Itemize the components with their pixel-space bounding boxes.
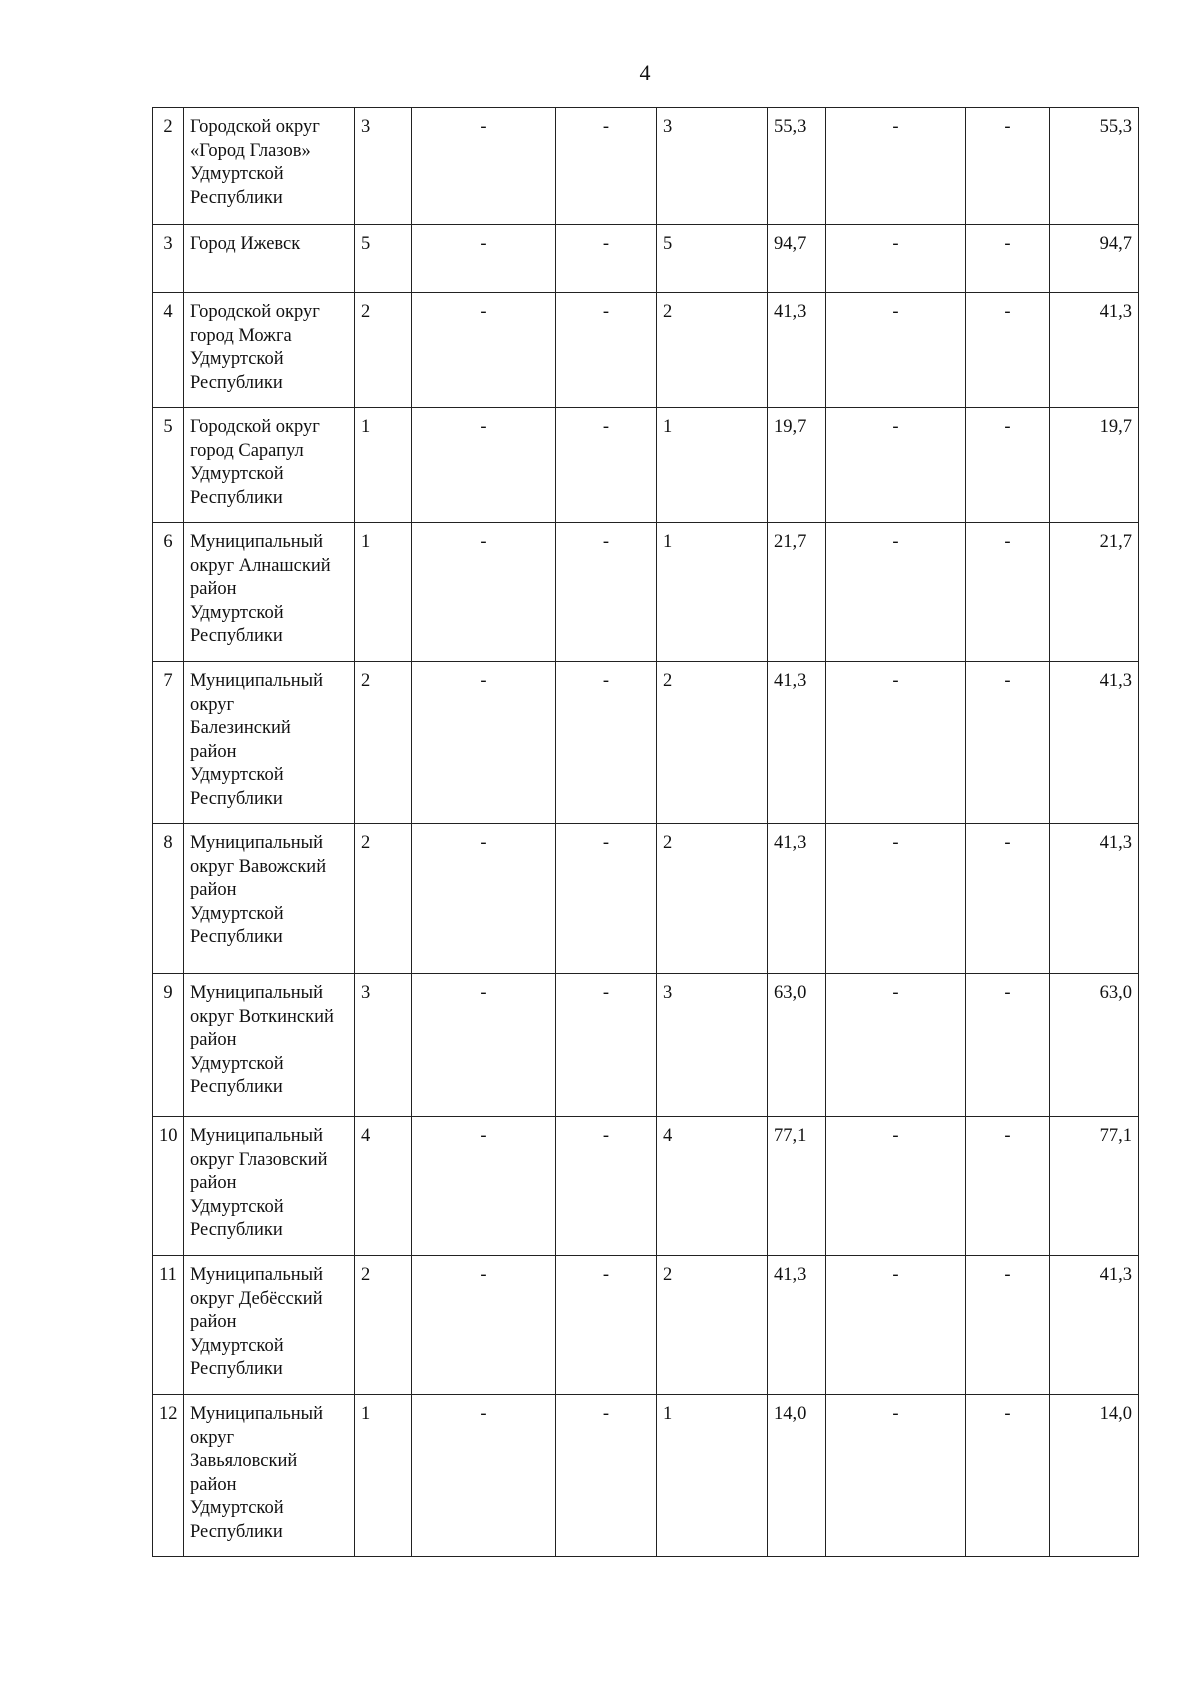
value-col-1: 4 [355, 1117, 412, 1256]
name-line: округ [190, 694, 235, 715]
municipality-name [184, 408, 355, 523]
name-line: район [190, 1474, 237, 1495]
table-row [153, 408, 1139, 523]
name-line: Городской округ [190, 417, 320, 437]
municipality-name [184, 824, 355, 974]
row-number: 2 [153, 108, 184, 225]
value-col-4: 2 [657, 662, 768, 824]
value-col-2: - [412, 108, 556, 225]
table-row [153, 662, 1139, 824]
value-col-7: - [966, 293, 1050, 408]
row-number: 10 [153, 1117, 184, 1256]
value-col-7: - [966, 824, 1050, 974]
value-col-1: 1 [355, 408, 412, 523]
value-col-1: 2 [355, 824, 412, 974]
name-line: Муниципальный [190, 1126, 324, 1146]
value-col-1: 2 [355, 293, 412, 408]
row-number: 11 [153, 1256, 184, 1395]
name-line: Городской округ [190, 302, 320, 322]
value-col-3: - [556, 293, 657, 408]
municipality-name [184, 1117, 355, 1256]
table-row [153, 824, 1139, 974]
name-line: Удмуртской [190, 903, 284, 924]
value-col-7: - [966, 108, 1050, 225]
name-line: Удмуртской [190, 464, 284, 484]
value-col-1: 3 [355, 108, 412, 225]
value-col-2: - [412, 1117, 556, 1256]
name-line: Республики [190, 1077, 283, 1097]
name-line: округ Глазовский [190, 1149, 328, 1170]
row-number: 5 [153, 408, 184, 523]
row-number: 8 [153, 824, 184, 974]
name-line: Завьяловский [190, 1451, 298, 1471]
value-col-6: - [826, 225, 966, 293]
value-col-1: 1 [355, 523, 412, 662]
row-number: 9 [153, 974, 184, 1117]
value-col-3: - [556, 662, 657, 824]
value-col-6: - [826, 662, 966, 824]
value-col-2: - [412, 523, 556, 662]
name-line: Муниципальный [190, 833, 324, 853]
value-col-4: 1 [657, 523, 768, 662]
value-col-3: - [556, 824, 657, 974]
value-col-8: 19,7 [1050, 408, 1139, 523]
name-line: город Сарапул [190, 440, 304, 461]
name-line: район [190, 1173, 237, 1193]
table-row [153, 293, 1139, 408]
row-number: 3 [153, 225, 184, 293]
value-col-4: 1 [657, 408, 768, 523]
row-number: 4 [153, 293, 184, 408]
value-col-7: - [966, 225, 1050, 293]
table-row [153, 225, 1139, 293]
name-line: Муниципальный [190, 532, 324, 552]
name-line: район [190, 579, 237, 599]
name-line: Удмуртской [190, 1196, 284, 1217]
value-col-4: 3 [657, 108, 768, 225]
value-col-5: 55,3 [768, 108, 826, 225]
value-col-2: - [412, 1395, 556, 1557]
value-col-2: - [412, 662, 556, 824]
name-line: Республики [190, 487, 283, 508]
name-line: Республики [190, 1220, 283, 1240]
row-number: 6 [153, 523, 184, 662]
value-col-4: 3 [657, 974, 768, 1117]
value-col-3: - [556, 108, 657, 225]
value-col-5: 77,1 [768, 1117, 826, 1256]
name-line: округ Алнашский [190, 555, 331, 576]
name-line: Удмуртской [190, 602, 284, 623]
value-col-6: - [826, 108, 966, 225]
value-col-2: - [412, 1256, 556, 1395]
value-col-5: 19,7 [768, 408, 826, 523]
municipality-name [184, 1256, 355, 1395]
table-row [153, 1256, 1139, 1395]
name-line: округ Воткинский [190, 1006, 334, 1027]
name-line: Городской округ [190, 117, 320, 137]
value-col-5: 41,3 [768, 1256, 826, 1395]
name-line: Муниципальный [190, 1265, 324, 1285]
value-col-8: 41,3 [1050, 824, 1139, 974]
name-line: Республики [190, 1521, 283, 1542]
name-line: округ Вавожский [190, 856, 327, 877]
value-col-3: - [556, 408, 657, 523]
value-col-5: 14,0 [768, 1395, 826, 1557]
name-line: округ [190, 1427, 235, 1448]
value-col-8: 21,7 [1050, 523, 1139, 662]
value-col-2: - [412, 225, 556, 293]
value-col-8: 41,3 [1050, 662, 1139, 824]
value-col-6: - [826, 408, 966, 523]
value-col-8: 55,3 [1050, 108, 1139, 225]
value-col-7: - [966, 974, 1050, 1117]
name-line: Республики [190, 927, 283, 947]
municipality-name [184, 293, 355, 408]
value-col-7: - [966, 523, 1050, 662]
name-line: Республики [190, 372, 283, 393]
value-col-6: - [826, 523, 966, 662]
municipality-name [184, 225, 355, 293]
value-col-4: 5 [657, 225, 768, 293]
value-col-2: - [412, 974, 556, 1117]
value-col-1: 1 [355, 1395, 412, 1557]
value-col-7: - [966, 662, 1050, 824]
value-col-4: 2 [657, 293, 768, 408]
table-row [153, 1117, 1139, 1256]
name-line: округ Дебёсский [190, 1288, 323, 1309]
value-col-5: 41,3 [768, 662, 826, 824]
name-line: район [190, 741, 237, 762]
value-col-1: 2 [355, 662, 412, 824]
data-table [152, 107, 1139, 1557]
table-row [153, 1395, 1139, 1557]
value-col-7: - [966, 1256, 1050, 1395]
name-line: Город Ижевск [190, 234, 301, 254]
value-col-6: - [826, 1256, 966, 1395]
table-body [153, 108, 1139, 1557]
row-number: 12 [153, 1395, 184, 1557]
value-col-8: 63,0 [1050, 974, 1139, 1117]
value-col-3: - [556, 523, 657, 662]
name-line: район [190, 880, 237, 900]
value-col-3: - [556, 1395, 657, 1557]
value-col-5: 21,7 [768, 523, 826, 662]
value-col-8: 77,1 [1050, 1117, 1139, 1256]
value-col-6: - [826, 293, 966, 408]
name-line: район [190, 1312, 237, 1332]
name-line: Муниципальный [190, 1404, 324, 1424]
name-line: Удмуртской [190, 349, 284, 369]
value-col-3: - [556, 974, 657, 1117]
table-row [153, 974, 1139, 1117]
value-col-2: - [412, 408, 556, 523]
name-line: район [190, 1030, 237, 1050]
name-line: Удмуртской [190, 1335, 284, 1356]
name-line: город Можга [190, 325, 292, 346]
value-col-7: - [966, 1395, 1050, 1557]
value-col-8: 41,3 [1050, 293, 1139, 408]
page-number: 4 [639, 60, 651, 85]
name-line: Муниципальный [190, 671, 324, 691]
value-col-8: 41,3 [1050, 1256, 1139, 1395]
name-line: Удмуртской [190, 1053, 284, 1074]
table-row [153, 108, 1139, 225]
value-col-6: - [826, 824, 966, 974]
name-line: Удмуртской [190, 164, 284, 184]
municipality-name [184, 523, 355, 662]
name-line: Республики [190, 187, 283, 208]
name-line: Удмуртской [190, 1498, 284, 1518]
name-line: Республики [190, 1359, 283, 1379]
value-col-2: - [412, 293, 556, 408]
name-line: «Город Глазов» [190, 140, 311, 161]
name-line: Республики [190, 788, 283, 809]
value-col-5: 41,3 [768, 824, 826, 974]
name-line: Республики [190, 626, 283, 646]
value-col-3: - [556, 1117, 657, 1256]
value-col-6: - [826, 974, 966, 1117]
value-col-6: - [826, 1117, 966, 1256]
name-line: Удмуртской [190, 765, 284, 785]
value-col-5: 63,0 [768, 974, 826, 1117]
value-col-1: 2 [355, 1256, 412, 1395]
value-col-5: 41,3 [768, 293, 826, 408]
value-col-8: 14,0 [1050, 1395, 1139, 1557]
municipality-name [184, 974, 355, 1117]
value-col-3: - [556, 1256, 657, 1395]
value-col-5: 94,7 [768, 225, 826, 293]
value-col-4: 2 [657, 1256, 768, 1395]
value-col-8: 94,7 [1050, 225, 1139, 293]
table-row [153, 523, 1139, 662]
municipality-name [184, 108, 355, 225]
name-line: Балезинский [190, 718, 291, 738]
value-col-4: 2 [657, 824, 768, 974]
value-col-1: 3 [355, 974, 412, 1117]
value-col-7: - [966, 1117, 1050, 1256]
value-col-4: 1 [657, 1395, 768, 1557]
value-col-2: - [412, 824, 556, 974]
value-col-4: 4 [657, 1117, 768, 1256]
municipality-name [184, 1395, 355, 1557]
municipality-name [184, 662, 355, 824]
value-col-6: - [826, 1395, 966, 1557]
name-line: Муниципальный [190, 983, 324, 1003]
value-col-1: 5 [355, 225, 412, 293]
row-number: 7 [153, 662, 184, 824]
value-col-7: - [966, 408, 1050, 523]
value-col-3: - [556, 225, 657, 293]
